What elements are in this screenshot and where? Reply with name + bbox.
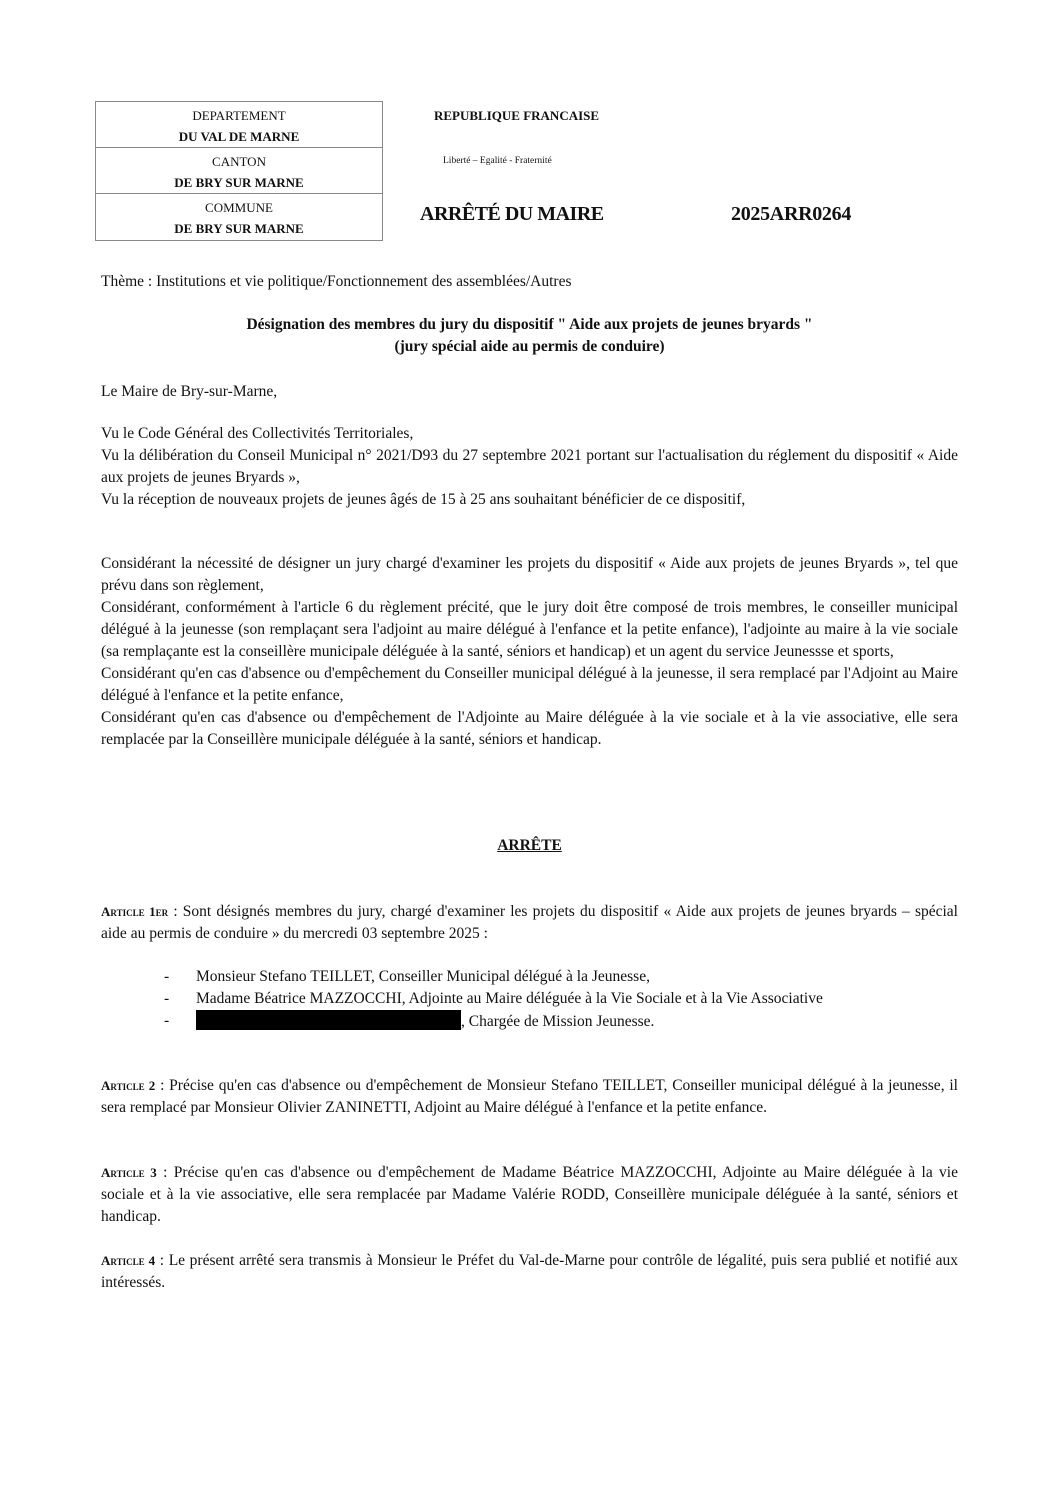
article-4 (101, 1250, 958, 1294)
article-1 (101, 901, 958, 945)
article-1-text: : Sont désignés membres du jury, chargé d'examiner les projets du dispositif « Aide aux projets de jeunes bryards – spécial aide au permis de conduire » du mercredi 03 septembre 2025 : (101, 903, 958, 942)
commune-value: DE BRY SUR MARNE (174, 221, 304, 236)
vu-paragraph: Vu le Code Général des Collectivités Territoriales, Vu la délibération du Conseil Municipal n° 2021/D93 du 27 septembre 2021 portant sur l'actualisation du réglement du dispositif « Aide aux projets de jeunes Bryards », Vu la réception de nouveaux projets de jeunes âgés de 15 à 25 ans souhaitant bénéficier de ce dispositif, (101, 425, 958, 508)
article-4-label: Article 4 (101, 1253, 156, 1268)
departement-label: DEPARTEMENT (192, 108, 286, 123)
arrete-number: 2025ARR0264 (731, 203, 852, 225)
canton-cell (96, 148, 382, 194)
commune-label: COMMUNE (205, 200, 273, 215)
arrete-heading-wrap (101, 835, 958, 857)
commune-cell (96, 194, 382, 240)
subject-line-1: Désignation des membres du jury du dispositif " Aide aux projets de jeunes bryards " (246, 316, 813, 333)
departement-value: DU VAL DE MARNE (178, 129, 300, 144)
document-title: ARRÊTÉ DU MAIRE (420, 203, 604, 225)
member-text: , Chargée de Mission Jeunesse. (461, 1013, 655, 1030)
list-dash: - (164, 990, 170, 1007)
list-dash: - (164, 968, 170, 985)
list-dash: - (164, 1012, 170, 1029)
considerant-2: Considérant, conformément à l'article 6 du règlement précité, que le jury doit être composé de trois membres, le conseiller municipal délégué à la jeunesse (son remplaçant sera l'adjoint au maire délégué à l'enfance et la petite enfance), l'adjointe au maire à la vie sociale (sa remplaçante est la conseillère municipale déléguée à la santé, séniors et handicap) et un agent du service Jeunessse et sports, (101, 599, 958, 660)
article-2 (101, 1075, 958, 1119)
article-2-label: Article 2 (101, 1078, 156, 1093)
departement-cell (96, 102, 382, 148)
members-list (101, 966, 958, 1033)
theme-line: Thème : Institutions et vie politique/Fonctionnement des assemblées/Autres (101, 273, 572, 290)
member-item (101, 966, 958, 988)
canton-value: DE BRY SUR MARNE (174, 175, 304, 190)
considerant-3: Considérant qu'en cas d'absence ou d'empêchement du Conseiller municipal délégué à la jeunesse, il sera remplacé par l'Adjoint au Maire délégué à l'enfance et la petite enfance, (101, 665, 958, 704)
article-4-text: : Le présent arrêté sera transmis à Monsieur le Préfet du Val-de-Marne pour contrôle de légalité, puis sera publié et notifié aux intéressés. (101, 1252, 958, 1291)
considerant-4: Considérant qu'en cas d'absence ou d'empêchement de l'Adjointe au Maire déléguée à la vie sociale et à la vie associative, elle sera remplacée par la Conseillère municipale déléguée à la santé, séniors et handicap. (101, 709, 958, 748)
opening-line: Le Maire de Bry-sur-Marne, (101, 383, 278, 400)
subject-line-2: (jury spécial aide au permis de conduire) (394, 338, 665, 355)
member-text: Monsieur Stefano TEILLET, Conseiller Municipal délégué à la Jeunesse, (196, 968, 650, 985)
considerant-block (101, 553, 958, 751)
article-3-label: Article 3 (101, 1165, 157, 1180)
article-2-text: : Précise qu'en cas d'absence ou d'empêchement de Monsieur Stefano TEILLET, Conseiller municipal délégué à la jeunesse, il sera remplacé par Monsieur Olivier ZANINETTI, Adjoint au Maire délégué à l'enfance et la petite enfance. (101, 1077, 958, 1116)
redacted-name-block (196, 1010, 461, 1030)
member-item (101, 1010, 958, 1033)
article-1-label: Article 1er (101, 904, 169, 919)
canton-label: CANTON (212, 154, 266, 169)
member-text: Madame Béatrice MAZZOCCHI, Adjointe au Maire déléguée à la Vie Sociale et à la Vie Associative (196, 990, 823, 1007)
arrete-heading: ARRÊTE (497, 837, 562, 854)
administrative-header-box (95, 101, 383, 241)
article-3 (101, 1162, 958, 1228)
subject-heading (101, 314, 958, 358)
republique-francaise: REPUBLIQUE FRANCAISE (434, 108, 600, 123)
considerant-1: Considérant la nécessité de désigner un jury chargé d'examiner les projets du dispositif « Aide aux projets de jeunes Bryards », tel que prévu dans son règlement, (101, 555, 958, 594)
member-item (101, 988, 958, 1010)
devise: Liberté – Egalité - Fraternité (443, 156, 552, 166)
article-3-text: : Précise qu'en cas d'absence ou d'empêchement de Madame Béatrice MAZZOCCHI, Adjointe au Maire déléguée à la vie sociale et à la vie associative, elle sera remplacée par Madame Valérie RODD, Conseillère municipale déléguée à la santé, séniors et handicap. (101, 1164, 958, 1225)
